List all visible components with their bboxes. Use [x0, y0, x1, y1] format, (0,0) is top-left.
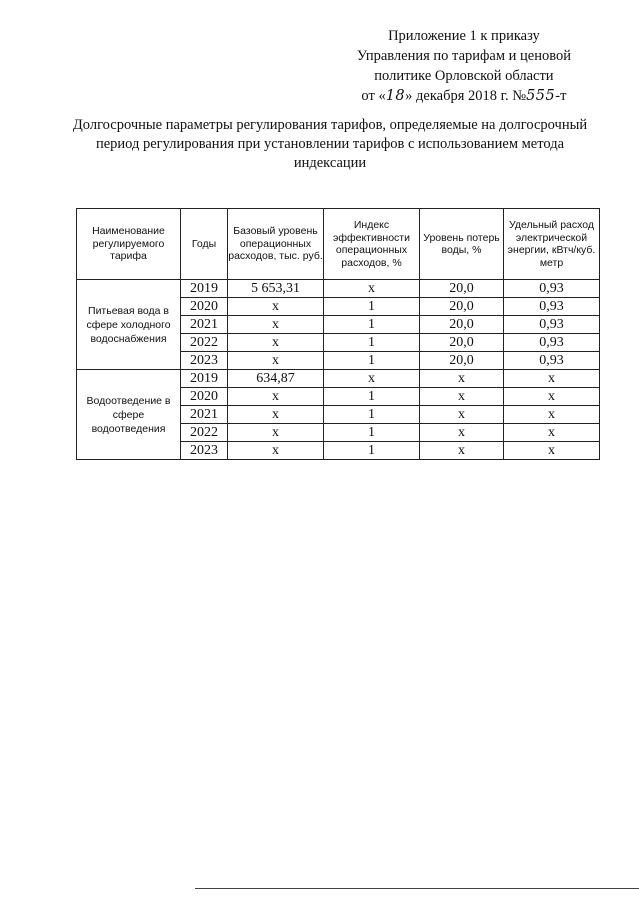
- title-line-1: Долгосрочные параметры регулирования тарифов, определяемые на долгосрочный: [72, 117, 588, 133]
- water-loss-cell: 20,0: [420, 280, 504, 298]
- header-energy-consumption: Удельный расход электрической энергии, кВтч/куб. метр: [504, 209, 600, 280]
- tariff-name-cell: Водоотведение в сфере водоотведения: [77, 370, 181, 460]
- energy-consumption-cell: х: [504, 370, 600, 388]
- header-years: Годы: [181, 209, 228, 280]
- water-loss-cell: 20,0: [420, 316, 504, 334]
- base-opex-cell: х: [228, 352, 324, 370]
- appendix-line-2: Управления по тарифам и ценовой: [356, 48, 571, 64]
- date-day-handwritten: 18: [385, 88, 406, 104]
- header-tariff-name: Наименование регулируемого тарифа: [77, 209, 181, 280]
- year-cell: 2019: [181, 280, 228, 298]
- water-loss-cell: 20,0: [420, 352, 504, 370]
- base-opex-cell: х: [228, 442, 324, 460]
- efficiency-index-cell: 1: [324, 316, 420, 334]
- order-number-handwritten: 555: [526, 88, 556, 104]
- year-cell: 2022: [181, 424, 228, 442]
- table-row: [77, 280, 600, 298]
- year-cell: 2021: [181, 316, 228, 334]
- header-base-opex: Базовый уровень операционных расходов, тыс. руб.: [228, 209, 324, 280]
- bottom-divider: [195, 888, 639, 889]
- base-opex-cell: 5 653,31: [228, 280, 324, 298]
- energy-consumption-cell: 0,93: [504, 334, 600, 352]
- efficiency-index-cell: 1: [324, 424, 420, 442]
- year-cell: 2020: [181, 298, 228, 316]
- efficiency-index-cell: 1: [324, 406, 420, 424]
- energy-consumption-cell: 0,93: [504, 352, 600, 370]
- water-loss-cell: х: [420, 424, 504, 442]
- energy-consumption-cell: х: [504, 406, 600, 424]
- base-opex-cell: х: [228, 406, 324, 424]
- header-efficiency-index: Индекс эффективности операционных расходов, %: [324, 209, 420, 280]
- base-opex-cell: х: [228, 316, 324, 334]
- water-loss-cell: х: [420, 442, 504, 460]
- water-loss-cell: х: [420, 388, 504, 406]
- efficiency-index-cell: 1: [324, 442, 420, 460]
- title-line-2: период регулирования при установлении тарифов с использованием метода: [95, 136, 565, 152]
- table-header-row: [77, 209, 600, 280]
- base-opex-cell: х: [228, 298, 324, 316]
- water-loss-cell: х: [420, 406, 504, 424]
- table-body: [77, 280, 600, 460]
- tariff-name-cell: Питьевая вода в сфере холодного водоснабжения: [77, 280, 181, 370]
- efficiency-index-cell: х: [324, 370, 420, 388]
- date-prefix: от «: [361, 88, 386, 104]
- energy-consumption-cell: 0,93: [504, 280, 600, 298]
- year-cell: 2021: [181, 406, 228, 424]
- year-cell: 2023: [181, 442, 228, 460]
- base-opex-cell: х: [228, 388, 324, 406]
- table-row: [77, 370, 600, 388]
- water-loss-cell: 20,0: [420, 298, 504, 316]
- order-suffix: -т: [555, 88, 567, 104]
- energy-consumption-cell: 0,93: [504, 316, 600, 334]
- appendix-date-line: [357, 86, 571, 106]
- appendix-block: [357, 26, 571, 106]
- header-water-loss: Уровень потерь воды, %: [420, 209, 504, 280]
- energy-consumption-cell: 0,93: [504, 298, 600, 316]
- efficiency-index-cell: 1: [324, 334, 420, 352]
- tariff-parameters-table: [76, 208, 600, 460]
- year-cell: 2022: [181, 334, 228, 352]
- efficiency-index-cell: 1: [324, 388, 420, 406]
- year-cell: 2023: [181, 352, 228, 370]
- water-loss-cell: х: [420, 370, 504, 388]
- base-opex-cell: 634,87: [228, 370, 324, 388]
- year-cell: 2019: [181, 370, 228, 388]
- appendix-line-3: политике Орловской области: [374, 68, 554, 84]
- base-opex-cell: х: [228, 334, 324, 352]
- base-opex-cell: х: [228, 424, 324, 442]
- energy-consumption-cell: х: [504, 424, 600, 442]
- date-mid: » декабря 2018 г. №: [405, 88, 527, 104]
- energy-consumption-cell: х: [504, 442, 600, 460]
- efficiency-index-cell: 1: [324, 352, 420, 370]
- appendix-line-1: Приложение 1 к приказу: [388, 28, 540, 44]
- energy-consumption-cell: х: [504, 388, 600, 406]
- document-title: [60, 116, 600, 173]
- title-line-3: индексации: [293, 155, 367, 171]
- year-cell: 2020: [181, 388, 228, 406]
- efficiency-index-cell: 1: [324, 298, 420, 316]
- water-loss-cell: 20,0: [420, 334, 504, 352]
- efficiency-index-cell: х: [324, 280, 420, 298]
